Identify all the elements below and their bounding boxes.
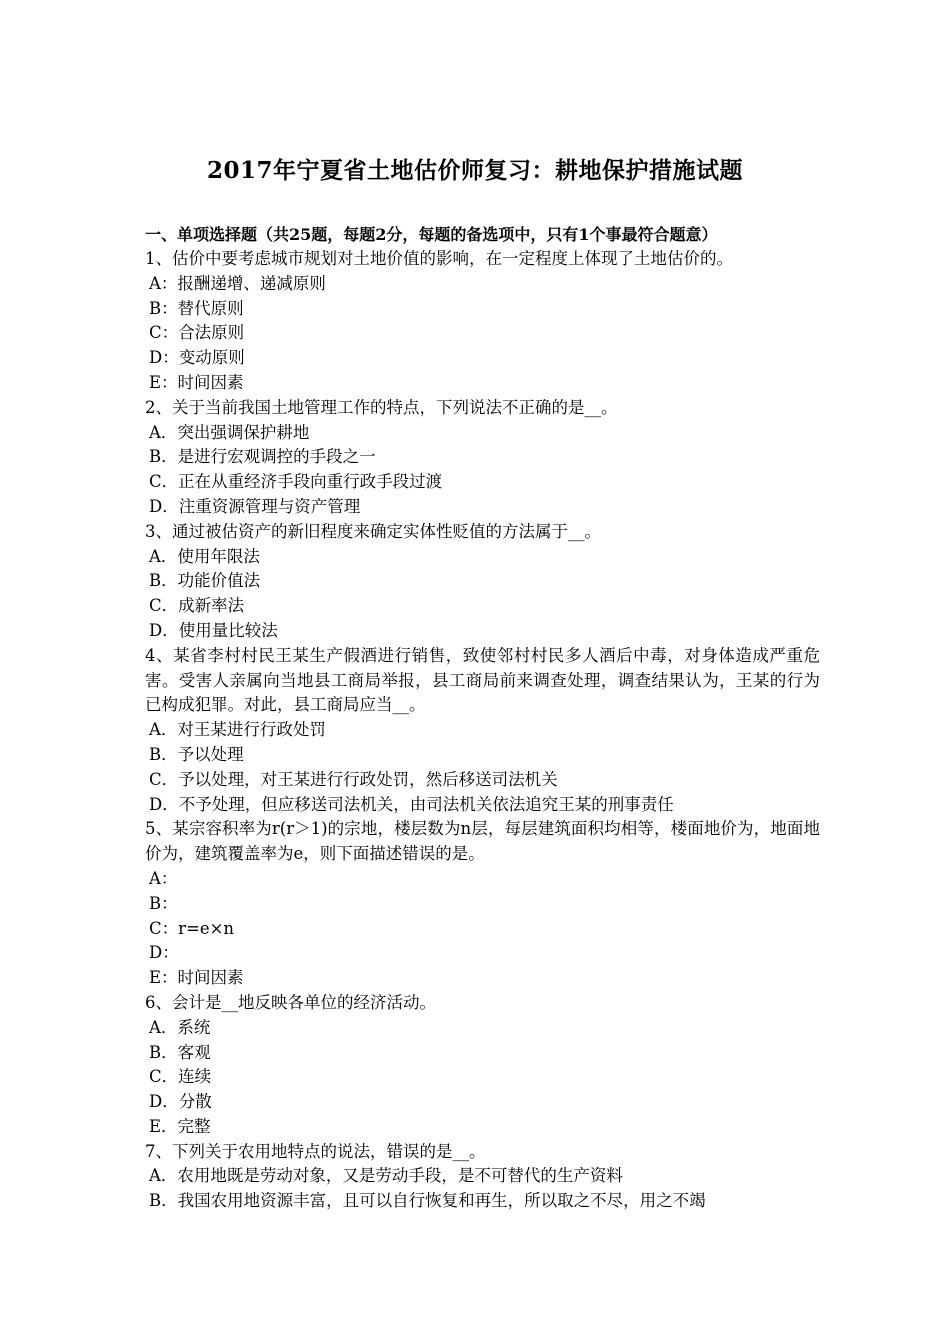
question-1 bbox=[145, 247, 820, 396]
option-c: C．成新率法 bbox=[149, 596, 245, 616]
option-b: B：替代原则 bbox=[149, 298, 244, 318]
option-a: A： bbox=[149, 868, 178, 888]
question-7 bbox=[145, 1140, 820, 1214]
option-b: B．我国农用地资源丰富，且可以自行恢复和再生，所以取之不尽，用之不竭 bbox=[149, 1191, 706, 1211]
option-e: E：时间因素 bbox=[149, 968, 244, 988]
option-a: A．对王某进行行政处罚 bbox=[149, 720, 326, 740]
option-c: C．予以处理，对王某进行行政处罚，然后移送司法机关 bbox=[149, 769, 558, 789]
option-c: C：合法原则 bbox=[149, 323, 245, 343]
option-d: D： bbox=[149, 943, 179, 963]
question-5 bbox=[145, 817, 820, 991]
option-c: C：r=e×n bbox=[149, 918, 235, 938]
question-6 bbox=[145, 991, 820, 1140]
option-c: C．连续 bbox=[149, 1067, 212, 1087]
option-d: D．使用量比较法 bbox=[149, 620, 278, 640]
option-c: C．正在从重经济手段向重行政手段过渡 bbox=[149, 472, 443, 492]
option-b: B．是进行宏观调控的手段之一 bbox=[149, 447, 376, 467]
option-d: D：变动原则 bbox=[149, 348, 245, 368]
question-stem: 4、某省李村村民王某生产假酒进行销售，致使邻村村民多人酒后中毒，对身体造成严重危害。受害人亲属向当地县工商局举报，县工商局前来调查处理，调查结果认为，王某的行为已构成犯罪。对此，县工商局应当__。 bbox=[145, 645, 820, 715]
question-3 bbox=[145, 520, 820, 644]
option-d: D．分散 bbox=[149, 1092, 212, 1112]
question-stem: 1、估价中要考虑城市规划对土地价值的影响，在一定程度上体现了土地估价的。 bbox=[145, 249, 733, 268]
question-stem: 5、某宗容积率为r(r＞1)的宗地，楼层数为n层，每层建筑面积均相等，楼面地价为，地面地价为，建筑覆盖率为e，则下面描述错误的是。 bbox=[145, 819, 820, 864]
option-b: B．功能价值法 bbox=[149, 571, 261, 591]
question-4 bbox=[145, 644, 820, 818]
question-2 bbox=[145, 396, 820, 520]
section-heading: 一、单项选择题（共25题，每题2分，每题的备选项中，只有1个事最符合题意） bbox=[145, 225, 718, 244]
option-b: B： bbox=[149, 893, 178, 913]
question-stem: 7、下列关于农用地特点的说法，错误的是__。 bbox=[145, 1141, 486, 1161]
option-a: A．农用地既是劳动对象，又是劳动手段，是不可替代的生产资料 bbox=[149, 1166, 623, 1186]
question-stem: 3、通过被估资产的新旧程度来确定实体性贬值的方法属于__。 bbox=[145, 521, 601, 541]
question-stem: 2、关于当前我国土地管理工作的特点，下列说法不正确的是__。 bbox=[145, 397, 618, 417]
option-b: B．客观 bbox=[149, 1042, 211, 1062]
document-body bbox=[145, 222, 820, 1214]
question-stem: 6、会计是__地反映各单位的经济活动。 bbox=[145, 992, 436, 1012]
option-e: E．完整 bbox=[149, 1116, 211, 1136]
option-d: D．注重资源管理与资产管理 bbox=[149, 496, 361, 516]
option-e: E：时间因素 bbox=[149, 372, 244, 392]
option-a: A．使用年限法 bbox=[149, 546, 260, 566]
option-a: A．系统 bbox=[149, 1017, 211, 1037]
document-title: 2017年宁夏省土地估价师复习：耕地保护措施试题 bbox=[206, 157, 743, 184]
option-a: A：报酬递增、递减原则 bbox=[149, 273, 326, 293]
option-b: B．予以处理 bbox=[149, 744, 244, 764]
option-d: D．不予处理，但应移送司法机关，由司法机关依法追究王某的刑事责任 bbox=[149, 794, 674, 814]
option-a: A．突出强调保护耕地 bbox=[149, 422, 310, 442]
